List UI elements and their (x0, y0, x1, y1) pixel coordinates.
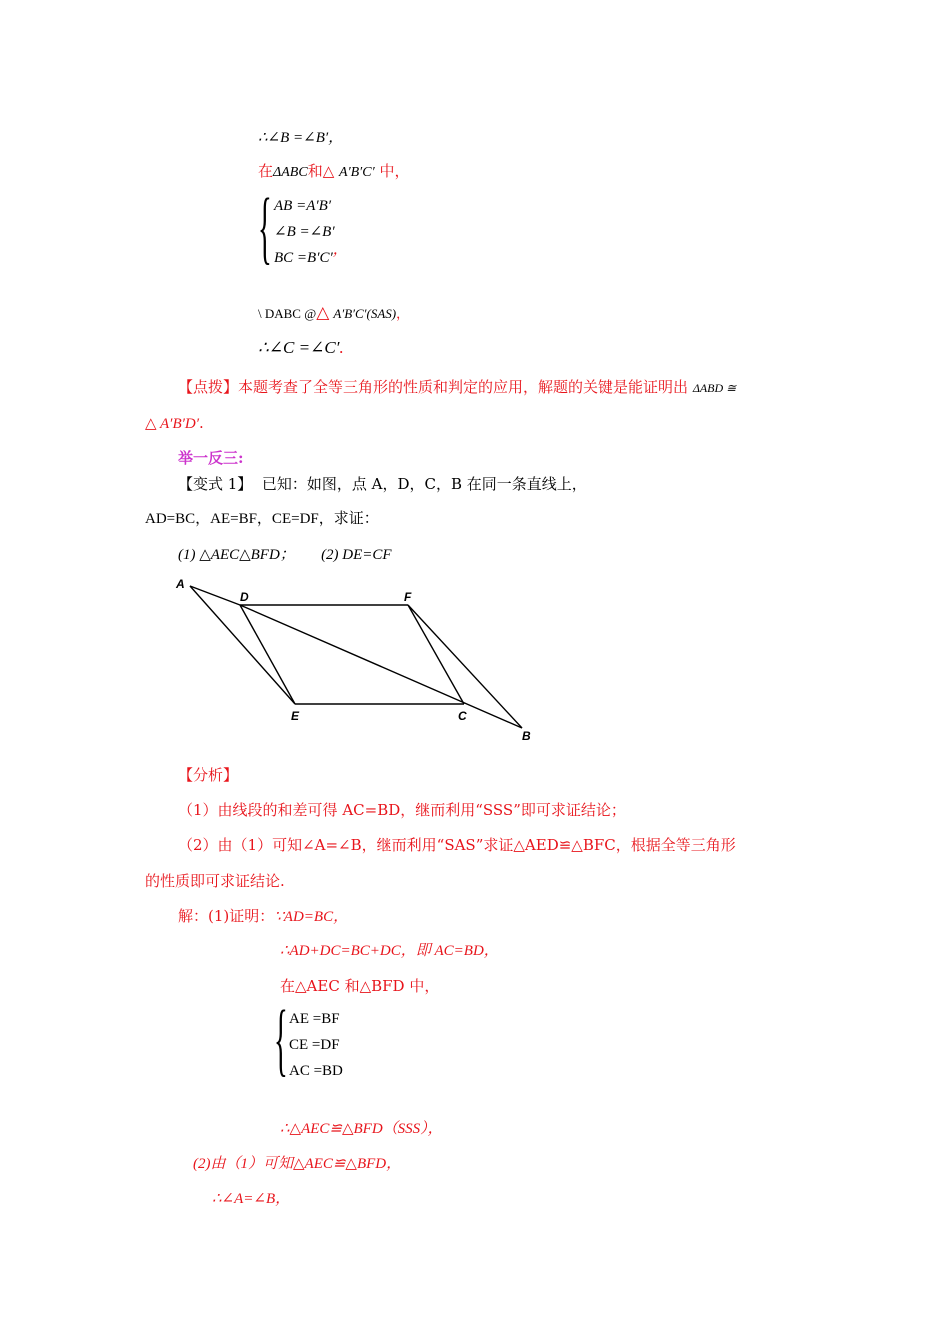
system-2-eq-2: CE =DF (289, 1037, 340, 1053)
system-2-eq-1: AE =BF (289, 1011, 340, 1027)
solution-line-6: ∴∠A=∠B， (212, 1191, 291, 1207)
proof-line-in-triangles: 在ΔABC和△ A′B′C′ 中， (258, 162, 410, 180)
system-brace-1: { (258, 181, 272, 272)
variant-line-1: 【变式 1】 已知：如图，点 A，D，C，B 在同一条直线上， (178, 475, 587, 493)
system-1-eq-1: AB =A′B′ (274, 198, 332, 214)
point-label-a: A (176, 577, 185, 591)
variant-questions: (1) △AEC△BFD； (2) DE=CF (178, 547, 392, 563)
variant-label: 【变式 1】 (178, 475, 253, 493)
hint-continuation: △ A′B′D′. (145, 414, 204, 432)
solution-line-5: (2)由（1）可知△AEC≌△BFD， (193, 1156, 402, 1172)
analysis-p1: （1）由线段的和差可得 AC=BD，继而利用“SSS”即可求证结论； (178, 801, 626, 819)
point-label-b: B (522, 729, 531, 743)
segment-ad (190, 586, 240, 605)
hint-label: 【点拨】 (178, 378, 239, 396)
solution-line-4: ∴△AEC≌△BFD（SSS）， (280, 1121, 443, 1137)
variant-line-2: AD=BC，AE=BF，CE=DF，求证： (145, 511, 379, 527)
system-2-eq-3: AC =BD (289, 1063, 343, 1079)
proof-line-congruence: \ DABC @△ A′B′C′(SAS)， (258, 303, 410, 323)
point-label-d: D (240, 590, 249, 604)
system-1-eq-2: ∠B =∠B′ (274, 224, 335, 240)
section-heading: 举一反三: (178, 449, 244, 467)
hint-paragraph: 【点拨】本题考查了全等三角形的性质和判定的应用，解题的关键是能证明出 ΔABD ≅ (178, 378, 737, 396)
system-brace-2: { (274, 993, 288, 1084)
segment-db-long (240, 605, 522, 728)
geometry-figure-svg (170, 572, 550, 752)
segment-fc (408, 605, 464, 704)
analysis-p3: 的性质即可求证结论. (145, 872, 285, 890)
analysis-label: 【分析】 (178, 766, 239, 784)
solution-line-1: 解：(1)证明：∵AD=BC， (178, 907, 349, 925)
segment-de (240, 605, 295, 704)
solution-line-2: ∴AD+DC=BC+DC，即 AC=BD， (280, 943, 499, 959)
solution-line-3: 在△AEC 和△BFD 中， (280, 977, 440, 995)
proof-line-angle-c: ∴∠C =∠C′. (258, 338, 344, 357)
geometry-figure (170, 572, 550, 756)
system-1-eq-3: BC =B′C′， (274, 242, 348, 266)
analysis-p2: （2）由（1）可知∠A=∠B，继而利用“SAS”求证△AED≌△BFC，根据全等三角形 (178, 836, 736, 854)
point-label-f: F (404, 590, 412, 604)
point-label-c: C (458, 709, 467, 723)
point-label-e: E (291, 709, 300, 723)
proof-line-angle-b: ∴∠B =∠B′， (258, 130, 344, 146)
